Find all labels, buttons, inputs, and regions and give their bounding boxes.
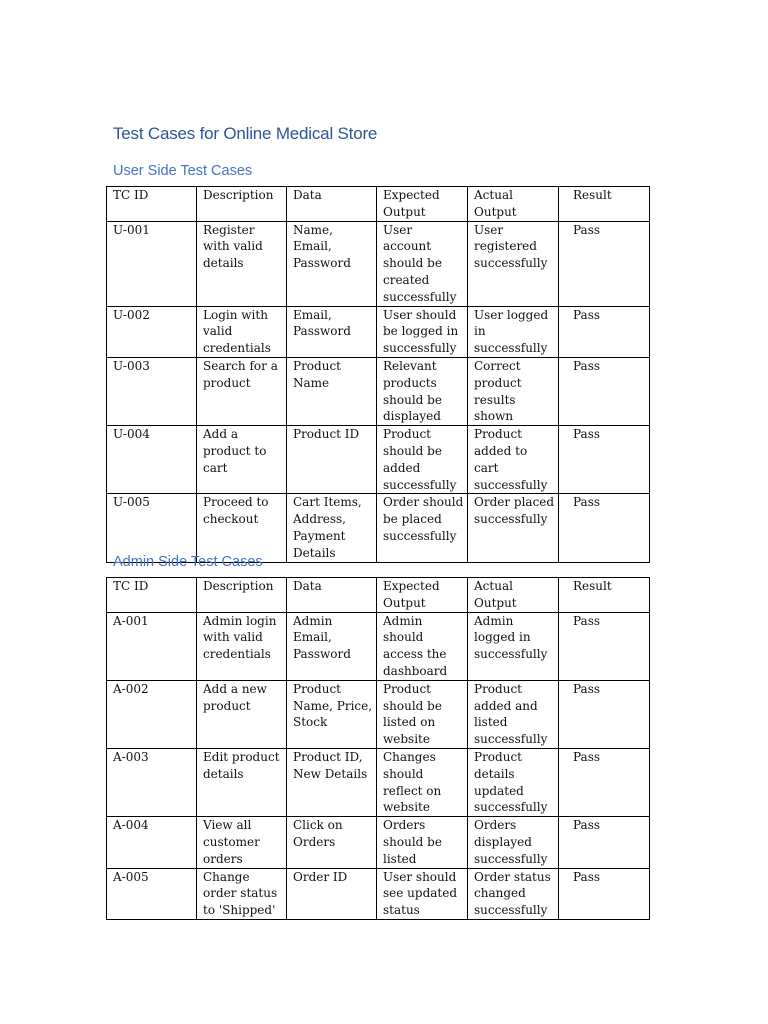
table-cell: Change order status to 'Shipped' <box>197 868 287 919</box>
table-cell: A-004 <box>107 817 197 868</box>
table-row <box>107 357 650 425</box>
document-title: Test Cases for Online Medical Store <box>113 124 378 143</box>
header-cell: Result <box>559 578 650 613</box>
table-cell: Proceed to checkout <box>197 494 287 562</box>
table-header-row <box>107 187 650 222</box>
table-cell: User should see updated status <box>377 868 468 919</box>
table-cell: Admin should access the dashboard <box>377 612 468 680</box>
user-section-heading: User Side Test Cases <box>113 163 253 179</box>
table-row <box>107 868 650 919</box>
header-cell: Actual Output <box>468 578 559 613</box>
table-cell: Product ID <box>287 426 377 494</box>
table-cell: U-002 <box>107 306 197 357</box>
table-cell: Name, Email, Password <box>287 221 377 306</box>
table-header-row <box>107 578 650 613</box>
table-cell: Admin logged in successfully <box>468 612 559 680</box>
result-cell: Pass <box>559 748 650 816</box>
table-cell: Click on Orders <box>287 817 377 868</box>
table-cell: Admin login with valid credentials <box>197 612 287 680</box>
table-cell: Product added to cart successfully <box>468 426 559 494</box>
table-cell: Product should be listed on website <box>377 680 468 748</box>
result-cell: Pass <box>559 306 650 357</box>
table-cell: Email, Password <box>287 306 377 357</box>
result-cell: Pass <box>559 817 650 868</box>
table-cell: User logged in successfully <box>468 306 559 357</box>
table-row <box>107 221 650 306</box>
table-row <box>107 612 650 680</box>
table-cell: View all customer orders <box>197 817 287 868</box>
header-cell: Description <box>197 187 287 222</box>
table-cell: Product Name, Price, Stock <box>287 680 377 748</box>
header-cell: Data <box>287 578 377 613</box>
table-cell: Product added and listed successfully <box>468 680 559 748</box>
table-cell: Product should be added successfully <box>377 426 468 494</box>
table-cell: Edit product details <box>197 748 287 816</box>
table-cell: A-003 <box>107 748 197 816</box>
user-test-cases-table <box>106 186 650 563</box>
table-cell: User should be logged in successfully <box>377 306 468 357</box>
table-cell: Correct product results shown <box>468 357 559 425</box>
table-cell: Relevant products should be displayed <box>377 357 468 425</box>
table-cell: U-004 <box>107 426 197 494</box>
table-cell: Order placed successfully <box>468 494 559 562</box>
table-cell: A-005 <box>107 868 197 919</box>
table-row <box>107 817 650 868</box>
header-cell: Result <box>559 187 650 222</box>
table-cell: U-005 <box>107 494 197 562</box>
result-cell: Pass <box>559 221 650 306</box>
header-cell: Actual Output <box>468 187 559 222</box>
table-cell: Product details updated successfully <box>468 748 559 816</box>
result-cell: Pass <box>559 494 650 562</box>
table-cell: Search for a product <box>197 357 287 425</box>
header-cell: Data <box>287 187 377 222</box>
table-cell: User registered successfully <box>468 221 559 306</box>
header-cell: Expected Output <box>377 578 468 613</box>
table-cell: Product Name <box>287 357 377 425</box>
table-cell: Login with valid credentials <box>197 306 287 357</box>
table-cell: Orders should be listed <box>377 817 468 868</box>
header-cell: TC ID <box>107 187 197 222</box>
table-row <box>107 494 650 562</box>
result-cell: Pass <box>559 426 650 494</box>
table-row <box>107 748 650 816</box>
result-cell: Pass <box>559 680 650 748</box>
table-cell: A-001 <box>107 612 197 680</box>
header-cell: Description <box>197 578 287 613</box>
result-cell: Pass <box>559 868 650 919</box>
admin-section-heading: Admin Side Test Cases <box>113 554 263 570</box>
table-cell: Product ID, New Details <box>287 748 377 816</box>
table-row <box>107 426 650 494</box>
table-cell: Add a product to cart <box>197 426 287 494</box>
table-cell: U-003 <box>107 357 197 425</box>
header-cell: TC ID <box>107 578 197 613</box>
table-cell: Admin Email, Password <box>287 612 377 680</box>
table-cell: Register with valid details <box>197 221 287 306</box>
table-cell: A-002 <box>107 680 197 748</box>
table-cell: Cart Items, Address, Payment Details <box>287 494 377 562</box>
table-row <box>107 680 650 748</box>
header-cell: Expected Output <box>377 187 468 222</box>
table-cell: Order status changed successfully <box>468 868 559 919</box>
table-cell: Orders displayed successfully <box>468 817 559 868</box>
table-row <box>107 306 650 357</box>
table-cell: Order should be placed successfully <box>377 494 468 562</box>
result-cell: Pass <box>559 357 650 425</box>
table-cell: U-001 <box>107 221 197 306</box>
table-cell: Order ID <box>287 868 377 919</box>
admin-test-cases-table <box>106 577 650 920</box>
table-cell: Changes should reflect on website <box>377 748 468 816</box>
result-cell: Pass <box>559 612 650 680</box>
table-cell: Add a new product <box>197 680 287 748</box>
table-cell: User account should be created successfully <box>377 221 468 306</box>
